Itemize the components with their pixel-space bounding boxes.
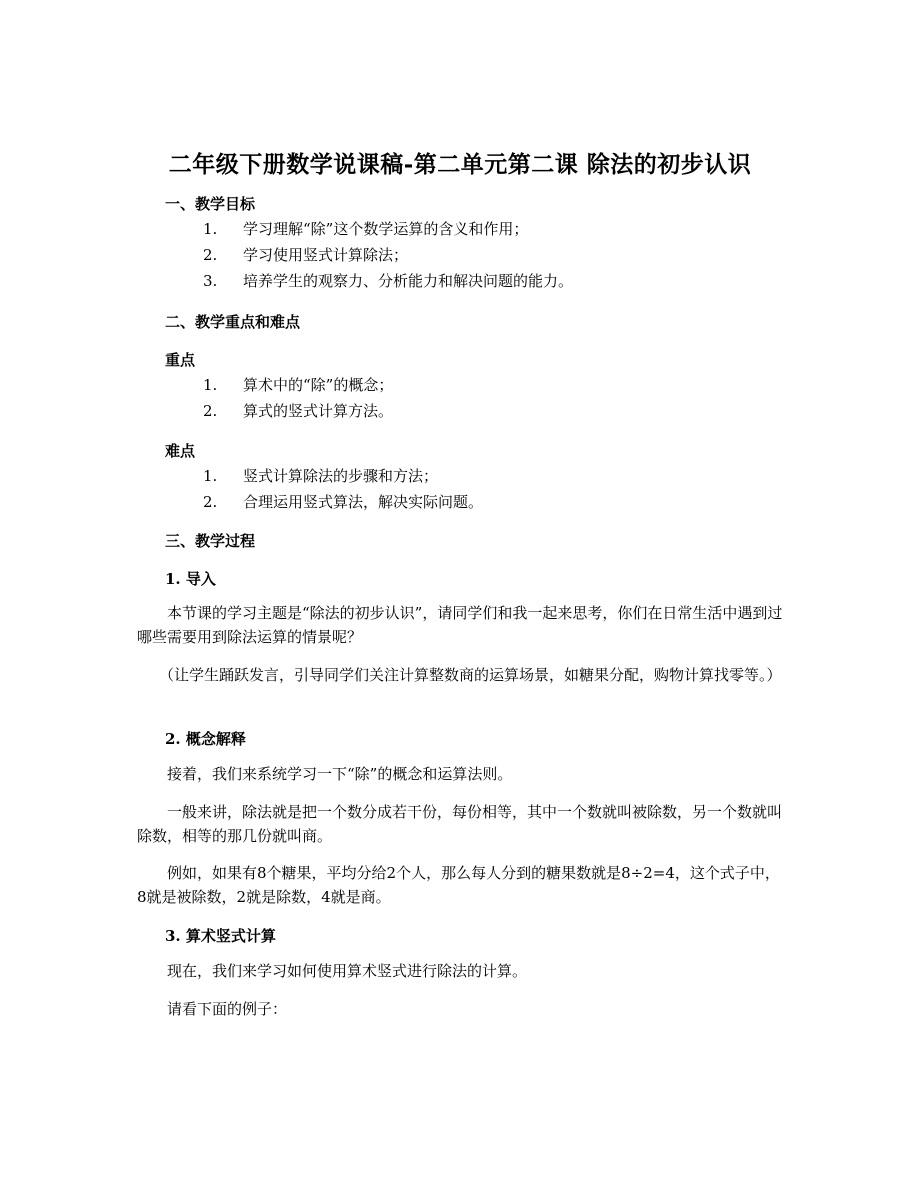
list-number: 2. bbox=[203, 402, 218, 420]
list-number: 2. bbox=[203, 493, 218, 511]
subsection-heading-concept: 2. 概念解释 bbox=[165, 730, 246, 748]
list-item bbox=[203, 400, 393, 421]
list-text: 学习使用竖式计算除法； bbox=[243, 246, 409, 264]
list-item bbox=[203, 218, 528, 239]
subheading-key-points: 重点 bbox=[165, 351, 196, 369]
subheading-difficult-points: 难点 bbox=[165, 442, 196, 460]
section-heading-objectives: 一、教学目标 bbox=[165, 195, 256, 213]
subsection-heading-vertical-calc: 3. 算术竖式计算 bbox=[165, 927, 276, 945]
list-text: 算术中的“除”的概念； bbox=[243, 376, 394, 394]
paragraph: 现在，我们来学习如何使用算术竖式进行除法的计算。 bbox=[167, 962, 528, 980]
section-heading-key-difficult: 二、教学重点和难点 bbox=[165, 313, 301, 331]
list-number: 2. bbox=[203, 246, 218, 264]
paragraph: 本节课的学习主题是“除法的初步认识”，请同学们和我一起来思考，你们在日常生活中遇到过哪些需要用到除法运算的情景呢？ bbox=[137, 604, 783, 646]
paragraph: 一般来讲，除法就是把一个数分成若干份，每份相等，其中一个数就叫被除数，另一个数就叫除数，相等的那几份就叫商。 bbox=[137, 803, 783, 845]
list-number: 3. bbox=[203, 272, 218, 290]
list-item bbox=[203, 374, 393, 395]
list-text: 竖式计算除法的步骤和方法； bbox=[243, 467, 439, 485]
subsection-heading-intro: 1. 导入 bbox=[165, 570, 216, 588]
paragraph: 请看下面的例子： bbox=[167, 1000, 288, 1018]
list-text: 培养学生的观察力、分析能力和解决问题的能力。 bbox=[243, 272, 574, 290]
list-item bbox=[203, 270, 573, 291]
list-number: 1. bbox=[203, 467, 218, 485]
page-title: 二年级下册数学说课稿-第二单元第二课 除法的初步认识 bbox=[168, 151, 752, 178]
list-item bbox=[203, 465, 438, 486]
list-text: 学习理解“除”这个数学运算的含义和作用； bbox=[243, 220, 529, 238]
section-heading-process: 三、教学过程 bbox=[165, 532, 256, 550]
list-text: 算式的竖式计算方法。 bbox=[243, 402, 394, 420]
list-number: 1. bbox=[203, 220, 218, 238]
list-number: 1. bbox=[203, 376, 218, 394]
list-item bbox=[203, 491, 483, 512]
list-text: 合理运用竖式算法，解决实际问题。 bbox=[243, 493, 484, 511]
list-item bbox=[203, 244, 408, 265]
paragraph: 例如，如果有8个糖果，平均分给2个人，那么每人分到的糖果数就是8÷2=4，这个式子中，8就是被除数，2就是除数，4就是商。 bbox=[137, 864, 780, 906]
paragraph: 接着，我们来系统学习一下“除”的概念和运算法则。 bbox=[167, 765, 513, 783]
paragraph: （让学生踊跃发言，引导同学们关注计算整数商的运算场景，如糖果分配，购物计算找零等。） bbox=[159, 666, 782, 684]
